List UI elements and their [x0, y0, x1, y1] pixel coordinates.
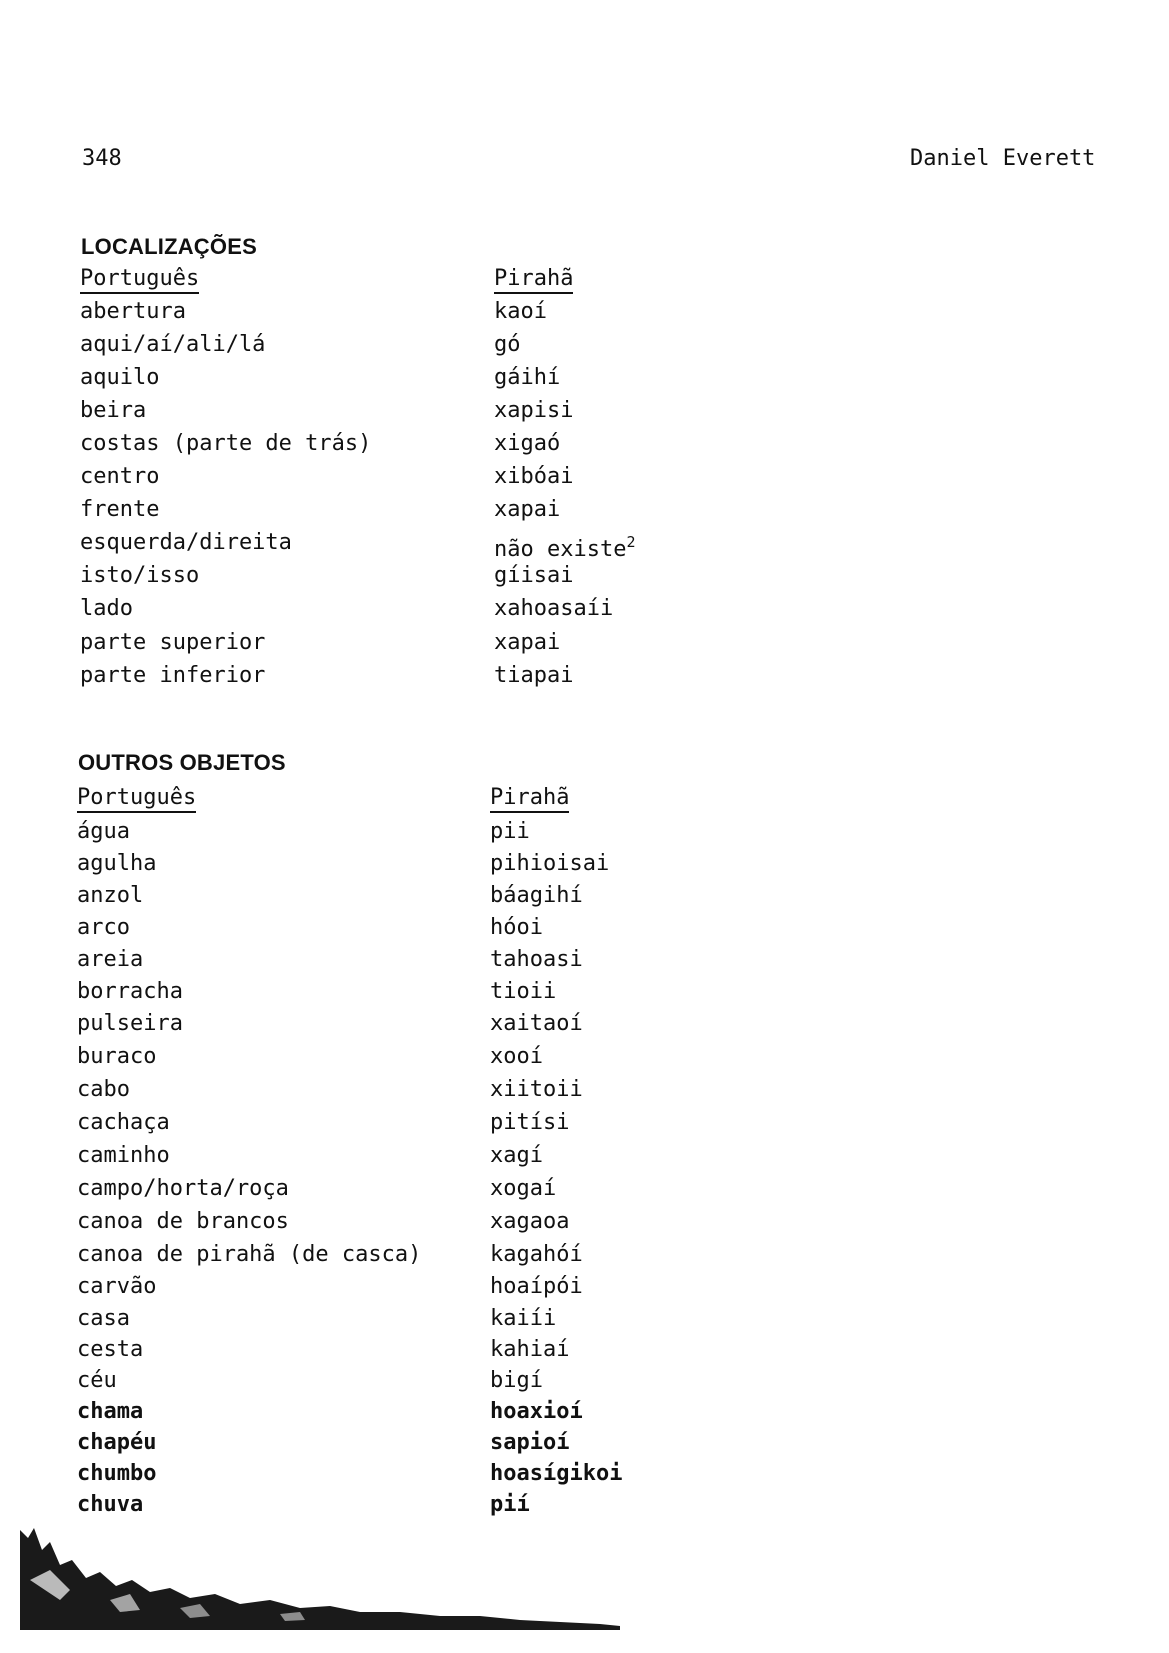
portugues-term: esquerda/direita	[80, 530, 292, 555]
outros-objetos-list	[0, 816, 1169, 1536]
piraha-term: pitísi	[490, 1110, 570, 1135]
piraha-term: kaiíi	[490, 1306, 557, 1331]
footnote-marker: 2	[626, 533, 636, 551]
piraha-term: xaitaoí	[490, 1011, 583, 1036]
piraha-term: bigí	[490, 1368, 543, 1393]
list-item	[0, 944, 1169, 975]
portugues-term: canoa de pirahã (de casca)	[77, 1242, 422, 1267]
portugues-term: aqui/aí/ali/lá	[80, 332, 266, 357]
list-item	[0, 1427, 1169, 1458]
piraha-term: tioii	[490, 979, 557, 1004]
portugues-term: abertura	[80, 299, 186, 324]
piraha-term: xibóai	[494, 464, 574, 489]
portugues-term: água	[77, 819, 130, 844]
portugues-term: carvão	[77, 1274, 157, 1299]
piraha-term: pií	[490, 1492, 530, 1517]
piraha-term: hoaxioí	[490, 1399, 583, 1424]
piraha-term: hoaípói	[490, 1274, 583, 1299]
section-title-outros-objetos: OUTROS OBJETOS	[78, 750, 286, 775]
piraha-term: pii	[490, 819, 530, 844]
list-item	[0, 527, 1169, 562]
list-item	[0, 428, 1169, 459]
portugues-term: canoa de brancos	[77, 1209, 289, 1234]
list-item	[0, 912, 1169, 943]
portugues-term: lado	[80, 596, 133, 621]
piraha-term: báagihí	[490, 883, 583, 908]
piraha-term: xagí	[490, 1143, 543, 1168]
piraha-term: kagahóí	[490, 1242, 583, 1267]
list-item	[0, 1239, 1169, 1270]
list-item	[0, 1074, 1169, 1105]
list-item	[0, 1489, 1169, 1520]
portugues-term: parte inferior	[80, 663, 266, 688]
piraha-term: xooí	[490, 1044, 543, 1069]
list-item	[0, 1008, 1169, 1039]
column-header-piraha: Pirahã	[490, 785, 569, 813]
portugues-term: buraco	[77, 1044, 157, 1069]
portugues-term: beira	[80, 398, 147, 423]
piraha-term: xiitoii	[490, 1077, 583, 1102]
list-item	[0, 329, 1169, 360]
portugues-term: casa	[77, 1306, 130, 1331]
portugues-term: arco	[77, 915, 130, 940]
list-item	[0, 816, 1169, 847]
list-item	[0, 848, 1169, 879]
portugues-term: anzol	[77, 883, 144, 908]
scan-smudge	[20, 1520, 620, 1630]
column-header-piraha: Pirahã	[494, 266, 573, 294]
portugues-term: caminho	[77, 1143, 170, 1168]
portugues-term: aquilo	[80, 365, 160, 390]
portugues-term: borracha	[77, 979, 183, 1004]
list-item	[0, 627, 1169, 658]
running-head: Daniel Everett	[910, 146, 1096, 171]
portugues-term: costas (parte de trás)	[80, 431, 372, 456]
portugues-term: campo/horta/roça	[77, 1176, 289, 1201]
list-item	[0, 362, 1169, 393]
list-item	[0, 395, 1169, 426]
list-item	[0, 1041, 1169, 1072]
portugues-term: chama	[77, 1399, 144, 1424]
list-item	[0, 1271, 1169, 1302]
list-item	[0, 1334, 1169, 1365]
portugues-term: pulseira	[77, 1011, 183, 1036]
portugues-term: cabo	[77, 1077, 130, 1102]
portugues-term: chapéu	[77, 1430, 157, 1455]
list-item	[0, 1365, 1169, 1396]
piraha-term: xapai	[494, 497, 561, 522]
piraha-term: gó	[494, 332, 521, 357]
column-header-portugues: Português	[80, 266, 199, 294]
list-item	[0, 494, 1169, 525]
list-item	[0, 1458, 1169, 1489]
portugues-term: cesta	[77, 1337, 144, 1362]
piraha-term: kaoí	[494, 299, 547, 324]
list-item	[0, 1303, 1169, 1334]
section-title-localizacoes: LOCALIZAÇÕES	[81, 234, 257, 259]
portugues-term: chuva	[77, 1492, 144, 1517]
piraha-term: xahoasaíi	[494, 596, 614, 621]
piraha-term: hóoi	[490, 915, 543, 940]
list-item	[0, 296, 1169, 327]
portugues-term: centro	[80, 464, 160, 489]
portugues-term: chumbo	[77, 1461, 157, 1486]
portugues-term: areia	[77, 947, 144, 972]
piraha-term: hoasígikoi	[490, 1461, 623, 1486]
list-item	[0, 461, 1169, 492]
column-header-portugues: Português	[77, 785, 196, 813]
list-item	[0, 976, 1169, 1007]
page-number: 348	[82, 146, 122, 171]
piraha-term: gáihí	[494, 365, 561, 390]
piraha-term-text: não existe	[494, 537, 627, 562]
piraha-term: xapisi	[494, 398, 574, 423]
localizacoes-list	[0, 296, 1169, 696]
portugues-term: frente	[80, 497, 160, 522]
piraha-term: sapioí	[490, 1430, 570, 1455]
portugues-term: cachaça	[77, 1110, 170, 1135]
piraha-term: xagaoa	[490, 1209, 570, 1234]
list-item	[0, 1206, 1169, 1237]
list-item	[0, 1140, 1169, 1171]
list-item	[0, 560, 1169, 591]
piraha-term: tiapai	[494, 663, 574, 688]
piraha-term: xapai	[494, 630, 561, 655]
piraha-term: kahiaí	[490, 1337, 570, 1362]
list-item	[0, 1173, 1169, 1204]
piraha-term: pihioisai	[490, 851, 610, 876]
list-item	[0, 660, 1169, 691]
piraha-term: xigaó	[494, 431, 561, 456]
piraha-term: gíisai	[494, 563, 574, 588]
piraha-term: xogaí	[490, 1176, 557, 1201]
portugues-term: isto/isso	[80, 563, 200, 588]
piraha-term: tahoasi	[490, 947, 583, 972]
list-item	[0, 1396, 1169, 1427]
portugues-term: parte superior	[80, 630, 266, 655]
portugues-term: céu	[77, 1368, 117, 1393]
list-item	[0, 593, 1169, 624]
portugues-term: agulha	[77, 851, 157, 876]
list-item	[0, 880, 1169, 911]
list-item	[0, 1107, 1169, 1138]
